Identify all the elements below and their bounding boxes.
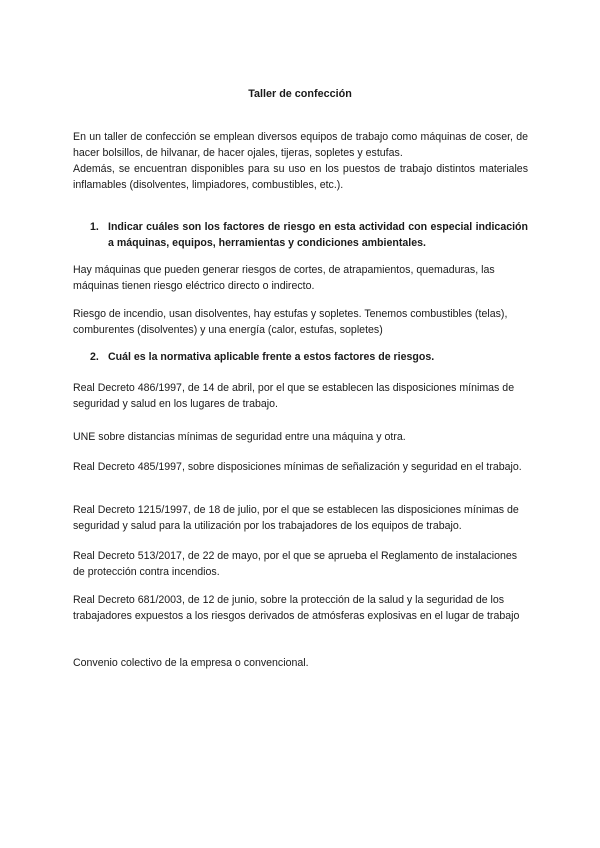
intro-line-2: Además, se encuentran disponibles para su uso en los puestos de trabajo distintos materiales inflamables (disolventes, limpiadores, combustibles, etc.).: [73, 163, 528, 191]
question-1: [90, 219, 528, 251]
document-title: Taller de confección: [248, 88, 352, 100]
question-2-text: Cuál es la normativa aplicable frente a estos factores de riesgos.: [108, 351, 435, 363]
question-1-number: 1.: [90, 221, 99, 233]
question-2-number: 2.: [90, 351, 99, 363]
regulation-item: Real Decreto 486/1997, de 14 de abril, por el que se establecen las disposiciones mínimas de seguridad y salud en los lugares de trabajo.: [73, 382, 515, 410]
question-2: [90, 349, 528, 365]
regulation-item: Convenio colectivo de la empresa o convencional.: [73, 657, 309, 669]
regulation-item: Real Decreto 513/2017, de 22 de mayo, por el que se aprueba el Reglamento de instalaciones de protección contra incendios.: [73, 550, 518, 578]
regulation-item: Real Decreto 681/2003, de 12 de junio, sobre la protección de la salud y la seguridad de los trabajadores expuestos a los riesgos derivados de atmósferas explosivas en el lugar de trabajo: [73, 594, 520, 622]
regulation-item: Real Decreto 485/1997, sobre disposiciones mínimas de señalización y seguridad en el trabajo.: [73, 461, 522, 473]
question-1-text: Indicar cuáles son los factores de riesgo en esta actividad con especial indicación a máquinas, equipos, herramientas y condiciones ambientales.: [108, 221, 528, 249]
intro-line-1: En un taller de confección se emplean diversos equipos de trabajo como máquinas de coser, de hacer bolsillos, de hilvanar, de hacer ojales, tijeras, sopletes y estufas.: [73, 131, 528, 159]
regulation-item: Real Decreto 1215/1997, de 18 de julio, por el que se establecen las disposiciones mínimas de seguridad y salud para la utilización por los trabajadores de los equipos de trabajo.: [73, 504, 519, 532]
answer-1-1: Hay máquinas que pueden generar riesgos de cortes, de atrapamientos, quemaduras, las máquinas tienen riesgo eléctrico directo o indirecto.: [73, 264, 495, 292]
intro-paragraph: [73, 129, 528, 193]
regulation-item: UNE sobre distancias mínimas de seguridad entre una máquina y otra.: [73, 431, 406, 443]
answer-1-2: Riesgo de incendio, usan disolventes, hay estufas y sopletes. Tenemos combustibles (telas), comburentes (disolventes) y una energía (calor, estufas, sopletes): [73, 308, 508, 336]
